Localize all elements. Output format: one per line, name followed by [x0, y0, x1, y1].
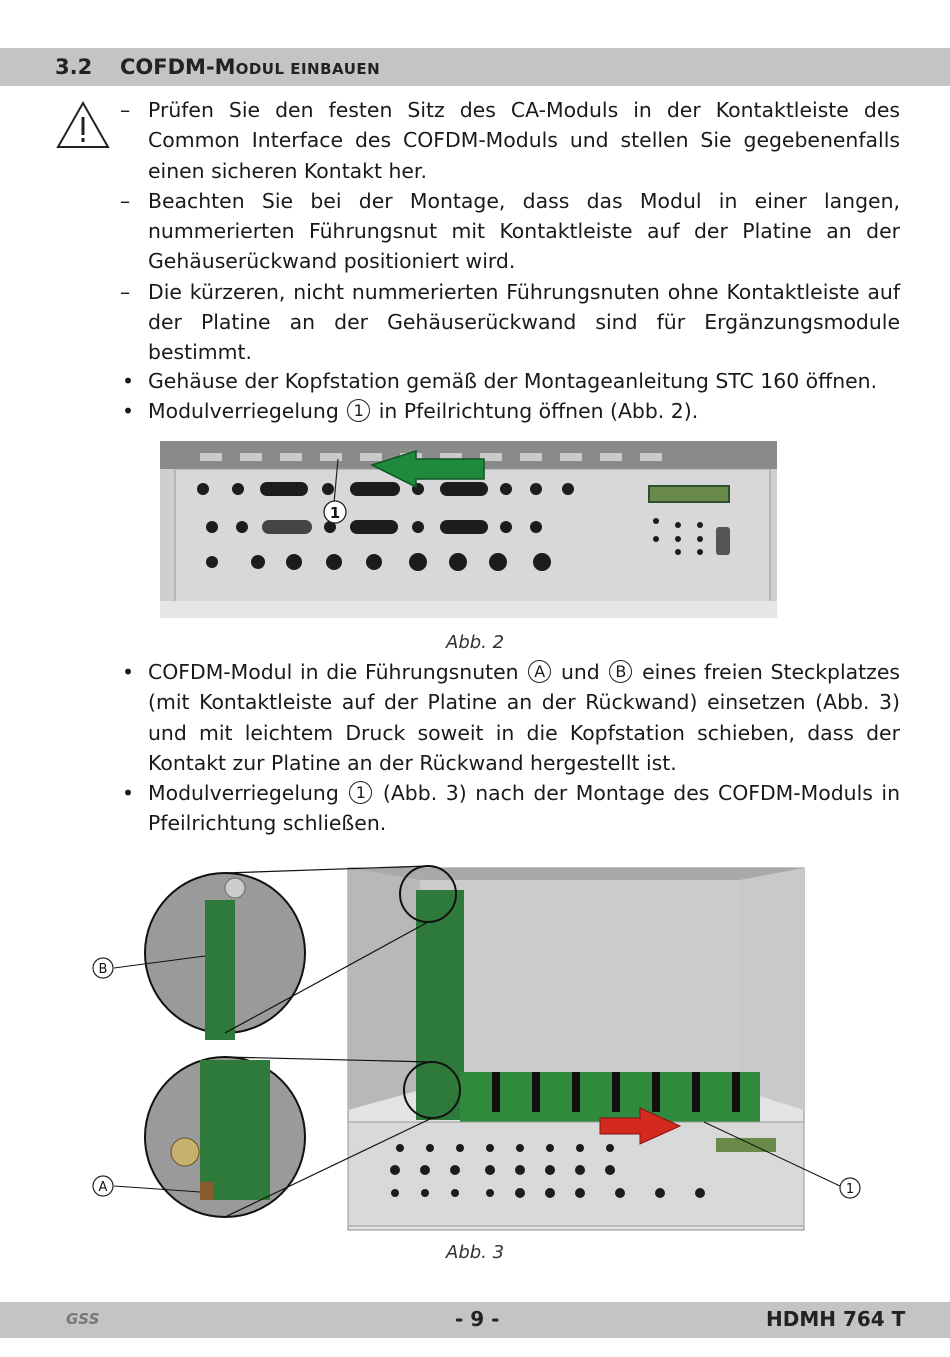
marker-b: B	[609, 660, 632, 683]
step-insert-module: • COFDM-Modul in die Führungsnuten A und B eines freien Steckplatzes (mit Kontaktleiste auf der Platine an der Rückwand) einsetzen (Abb. 3) und mit leichtem Druck soweit in die Kopfstation schieben, dass der Kontakt zur Platine an der Rückwand hergestellt ist.	[120, 657, 900, 778]
fig3-label-1: 1	[845, 1182, 855, 1197]
figure-2-image	[160, 441, 777, 618]
marker-a: A	[528, 660, 551, 683]
figure-2-caption: Abb. 2	[446, 632, 505, 653]
gss-logo: GSS	[66, 1310, 100, 1328]
section-number: 3.2	[55, 55, 93, 79]
step-list-2	[120, 657, 900, 839]
figure-3-image	[80, 860, 880, 1240]
warning-item: – Die kürzeren, nicht nummerierten Führungsnuten ohne Kontaktleiste auf der Platine an der Gehäuserückwand sind für Ergänzungsmodule bestimmt.	[120, 277, 900, 368]
step-close-lock: • Modulverriegelung 1 (Abb. 3) nach der Montage des COFDM-Moduls in Pfeilrichtung schließen.	[120, 778, 900, 839]
step-list-1	[120, 366, 900, 427]
section-title: COFDM-MODUL EINBAUEN	[120, 55, 381, 79]
model-name: HDMH 764 T	[766, 1307, 906, 1331]
warning-item: – Prüfen Sie den festen Sitz des CA-Moduls in der Kontaktleiste des Common Interface des COFDM-Moduls und stellen Sie gegebenenfalls einen sicheren Kontakt her.	[120, 95, 900, 186]
step-open-housing: • Gehäuse der Kopfstation gemäß der Montageanleitung STC 160 öffnen.	[120, 366, 900, 396]
figure-3-caption: Abb. 3	[446, 1242, 505, 1263]
fig3-label-b: B	[98, 962, 108, 977]
fig3-label-a: A	[98, 1180, 108, 1195]
page-number: - 9 -	[455, 1307, 500, 1331]
warning-item: – Beachten Sie bei der Montage, dass das Modul in einer langen, nummerierten Führungsnut mit Kontaktleiste auf der Platine an der Gehäuserückwand positioniert wird.	[120, 186, 900, 277]
marker-1: 1	[349, 781, 372, 804]
step-open-lock: • Modulverriegelung 1 in Pfeilrichtung öffnen (Abb. 2).	[120, 396, 900, 426]
marker-1: 1	[347, 399, 370, 422]
warning-triangle-icon	[55, 100, 111, 150]
warning-list	[120, 95, 900, 368]
fig2-label-1: 1	[329, 504, 341, 522]
